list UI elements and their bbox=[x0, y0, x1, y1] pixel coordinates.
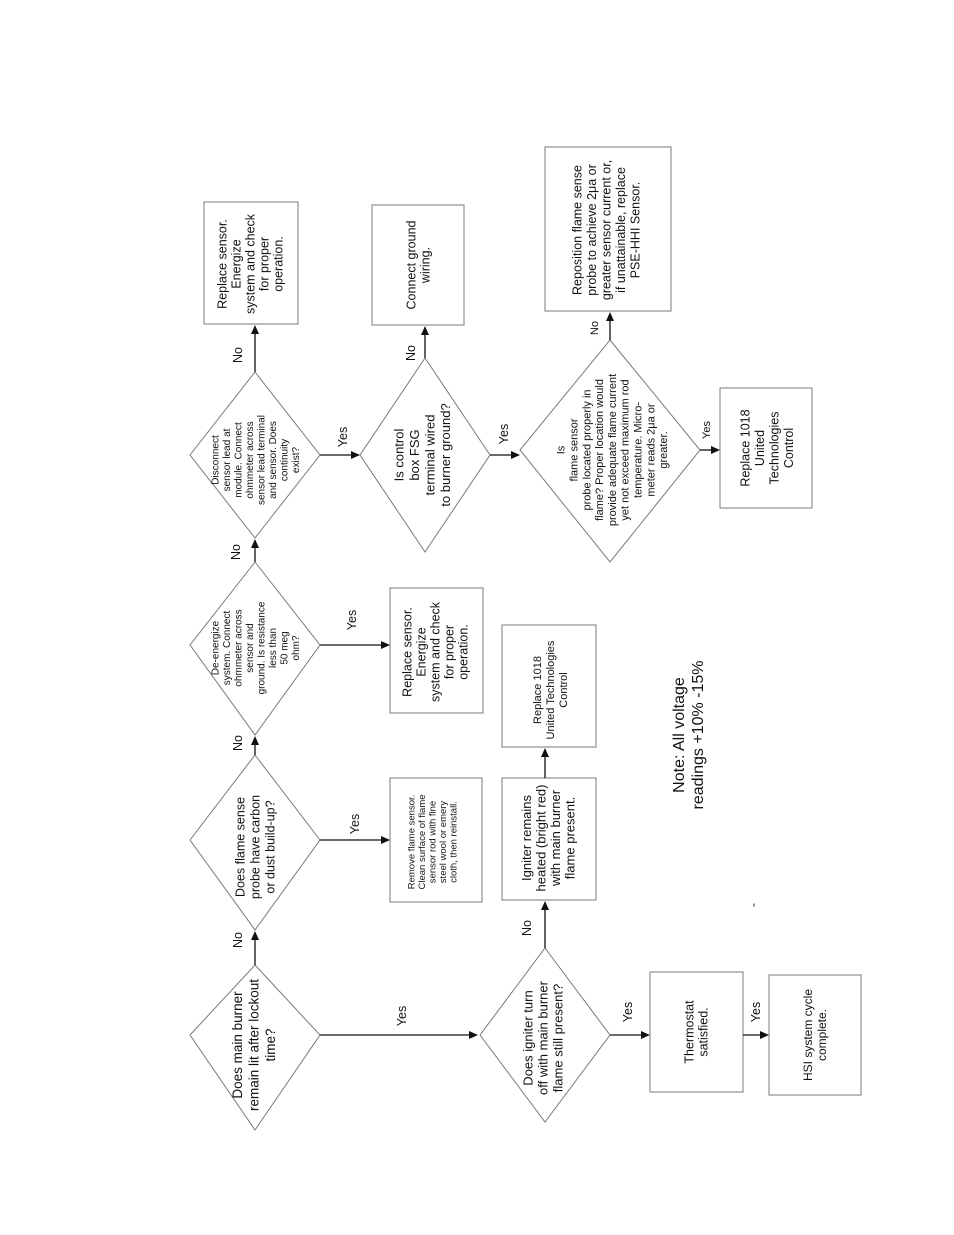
text-line: Replace sensor. bbox=[215, 219, 230, 309]
label-yes: Yes bbox=[497, 423, 511, 445]
text-line: sensor and bbox=[244, 623, 256, 673]
text-line: Control bbox=[557, 672, 570, 708]
label-no: No bbox=[231, 735, 245, 751]
text-line: De-energize bbox=[210, 620, 222, 676]
text-line: Replace 1018 bbox=[738, 409, 753, 487]
text-line: system. Connect bbox=[221, 610, 233, 686]
voltage-note bbox=[671, 661, 707, 810]
arrowhead bbox=[511, 451, 520, 459]
label-yes: Yes bbox=[701, 421, 713, 439]
arrowhead bbox=[641, 1031, 650, 1039]
text-line: sensor lead at bbox=[221, 428, 233, 492]
text-line: 50 meg bbox=[279, 631, 291, 665]
text-line: remain lit after lockout bbox=[246, 978, 262, 1112]
text-line: Replace 1018 bbox=[531, 656, 544, 724]
text-line: ground. Is resistance bbox=[256, 601, 268, 695]
text-line: ohmmeter across bbox=[233, 609, 245, 687]
arrowhead bbox=[469, 1031, 478, 1039]
label-yes: Yes bbox=[621, 1001, 635, 1023]
text-line: HSI system cycle bbox=[801, 988, 816, 1082]
text-line: time? bbox=[263, 1028, 279, 1062]
text-line: ohm? bbox=[290, 635, 302, 661]
text-line: system and check bbox=[243, 213, 258, 315]
text-line: and sensor. Does bbox=[267, 421, 279, 499]
text-line: Reposition flame sense bbox=[570, 165, 585, 295]
text-line: flame still present? bbox=[550, 983, 566, 1093]
text-line: off with main burner bbox=[535, 981, 551, 1095]
text-line: Note: All voltage bbox=[671, 677, 689, 793]
text-line: Technologies bbox=[767, 411, 782, 485]
arrowhead bbox=[251, 539, 259, 548]
label-yes: Yes bbox=[749, 1001, 763, 1023]
text-line: steel wool or emery bbox=[437, 800, 449, 884]
text-line: Is bbox=[555, 445, 568, 455]
text-line: sensor lead terminal bbox=[256, 414, 268, 506]
text-line: probe have carbon bbox=[248, 794, 263, 900]
text-line: Disconnect bbox=[210, 435, 222, 485]
label-no: No bbox=[589, 320, 601, 336]
text-line: Control bbox=[782, 427, 797, 469]
arrowhead bbox=[351, 451, 360, 459]
text-line: yet not exceed maximum rod bbox=[619, 379, 632, 521]
arrowhead bbox=[421, 326, 429, 335]
stray-mark: - bbox=[746, 903, 760, 907]
label-yes: Yes bbox=[336, 426, 350, 448]
text-line: flame sensor bbox=[568, 418, 581, 482]
arrowhead bbox=[541, 748, 549, 757]
label-no: No bbox=[231, 932, 245, 948]
text-line: United Technologies bbox=[544, 640, 557, 740]
arrowhead bbox=[381, 836, 390, 844]
arrowhead bbox=[381, 641, 390, 649]
text-line: Does flame sense bbox=[233, 796, 248, 898]
text-line: operation. bbox=[271, 236, 286, 292]
text-line: complete. bbox=[815, 1008, 830, 1062]
text-line: Energize bbox=[229, 239, 244, 289]
text-line: wiring. bbox=[418, 246, 433, 284]
label-no: No bbox=[231, 347, 245, 363]
text-line: meter reads 2μa or bbox=[645, 403, 658, 497]
text-line: for proper bbox=[257, 236, 272, 292]
decision-carbon-text bbox=[233, 795, 277, 899]
text-line: system and check bbox=[428, 601, 443, 703]
action-igniter-remains-text bbox=[519, 785, 578, 892]
text-line: Energize bbox=[414, 627, 429, 677]
text-line: Igniter remains bbox=[518, 795, 534, 881]
text-line: Does igniter turn bbox=[520, 990, 536, 1086]
text-line: exist? bbox=[290, 446, 302, 474]
text-line: United bbox=[753, 429, 768, 467]
arrowhead bbox=[606, 312, 614, 321]
text-line: flame? Proper location would bbox=[594, 379, 607, 521]
branch-labels bbox=[229, 321, 763, 1026]
action-clean-sensor-text bbox=[406, 794, 459, 889]
text-line: PSE-HHI Sensor. bbox=[628, 181, 643, 279]
arrowhead bbox=[760, 1031, 769, 1039]
text-line: flame present. bbox=[562, 796, 578, 880]
label-yes: Yes bbox=[395, 1005, 409, 1027]
text-line: operation. bbox=[456, 624, 471, 680]
text-line: Clean surface of flame bbox=[416, 794, 428, 890]
text-line: Replace sensor. bbox=[400, 607, 415, 697]
text-line: Connect ground bbox=[404, 220, 419, 310]
label-no: No bbox=[229, 544, 243, 560]
text-line: continuity bbox=[279, 438, 291, 482]
arrowhead bbox=[251, 736, 259, 745]
arrowhead bbox=[711, 446, 720, 454]
label-no: No bbox=[520, 920, 534, 936]
label-yes: Yes bbox=[345, 609, 359, 631]
text-line: with main burner bbox=[547, 789, 563, 887]
text-line: greater. bbox=[658, 431, 671, 469]
text-line: probe to achieve 2μa or bbox=[584, 164, 599, 296]
text-line: provide adequate flame current bbox=[606, 373, 619, 527]
text-line: to burner ground? bbox=[437, 403, 453, 507]
text-line: if unattainable, replace bbox=[613, 167, 628, 293]
text-line: Thermostat bbox=[682, 1000, 697, 1064]
arrowhead bbox=[251, 931, 259, 940]
text-line: readings +10% -15% bbox=[690, 660, 708, 810]
text-line: Is control bbox=[391, 428, 407, 482]
text-line: greater sensor current or, bbox=[599, 159, 614, 301]
arrowhead bbox=[251, 325, 259, 334]
label-no: No bbox=[404, 345, 418, 361]
text-line: Remove flame sensor. bbox=[406, 794, 418, 890]
label-yes: Yes bbox=[348, 813, 362, 835]
text-line: less than bbox=[267, 627, 279, 669]
text-line: probe located properly in bbox=[581, 389, 594, 511]
text-line: cloth, then reinstall. bbox=[448, 801, 460, 883]
text-line: module. Connect bbox=[233, 422, 245, 498]
text-line: for proper bbox=[442, 624, 457, 680]
text-line: Does main burner bbox=[230, 991, 246, 1099]
arrowhead bbox=[541, 901, 549, 910]
text-line: heated (bright red) bbox=[533, 784, 549, 892]
decision-igniter-off-text bbox=[521, 980, 566, 1095]
text-line: sensor rod with fine bbox=[427, 800, 439, 884]
text-line: satisfied. bbox=[696, 1007, 711, 1057]
text-line: or dust build-up? bbox=[263, 800, 278, 894]
text-line: terminal wired bbox=[422, 414, 438, 496]
action-thermostat-text bbox=[682, 1000, 710, 1064]
text-line: temperature. Micro- bbox=[632, 402, 645, 498]
text-line: ohmmeter across bbox=[244, 421, 256, 499]
text-line: box FSG bbox=[406, 429, 422, 481]
